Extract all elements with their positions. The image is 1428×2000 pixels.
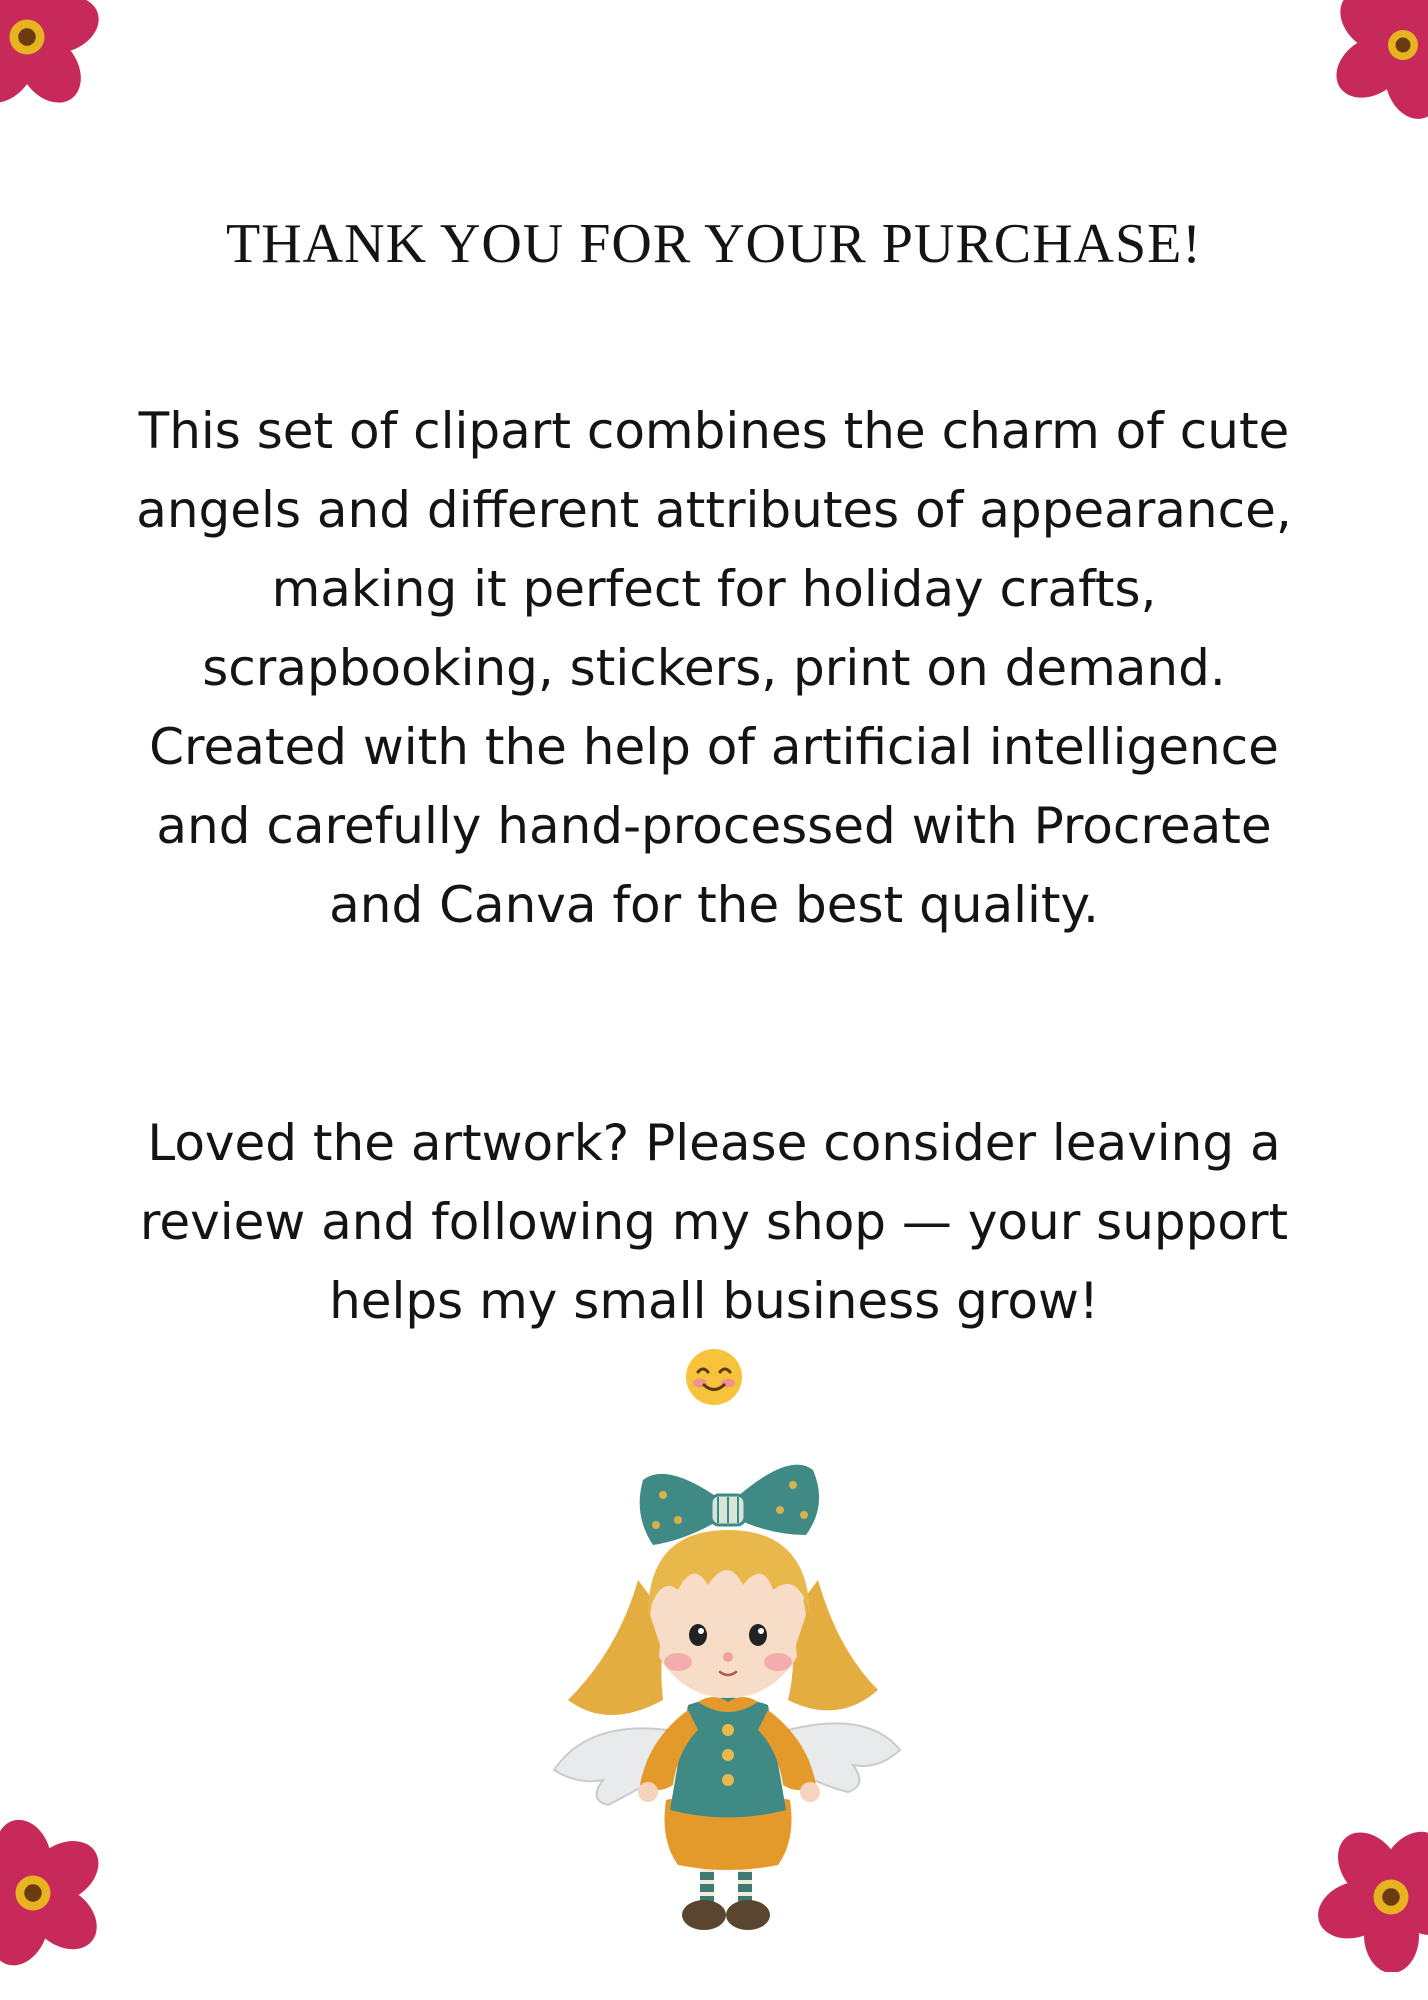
description-paragraph: This set of clipart combines the charm of cute angels and different attributes of appearance, making it perfect for holiday crafts, scrapbooking, stickers, print on demand. Created with the help of artificial intelligence and carefully hand-processed with Procreate and Canva for the best quality. — [136, 402, 1292, 934]
flower-top-left-icon — [0, 0, 102, 112]
flower-top-right-icon — [1328, 0, 1428, 120]
smiling-face-icon — [684, 1347, 744, 1407]
review-request-paragraph: Loved the artwork? Please consider leaving a review and following my shop — your support helps my small business grow! — [139, 1114, 1289, 1330]
flower-bottom-right-icon — [1316, 1822, 1428, 1972]
angel-girl-illustration — [548, 1440, 908, 1940]
page-title: THANK YOU FOR YOUR PURCHASE! — [226, 213, 1202, 275]
flower-bottom-left-icon — [0, 1818, 108, 1968]
